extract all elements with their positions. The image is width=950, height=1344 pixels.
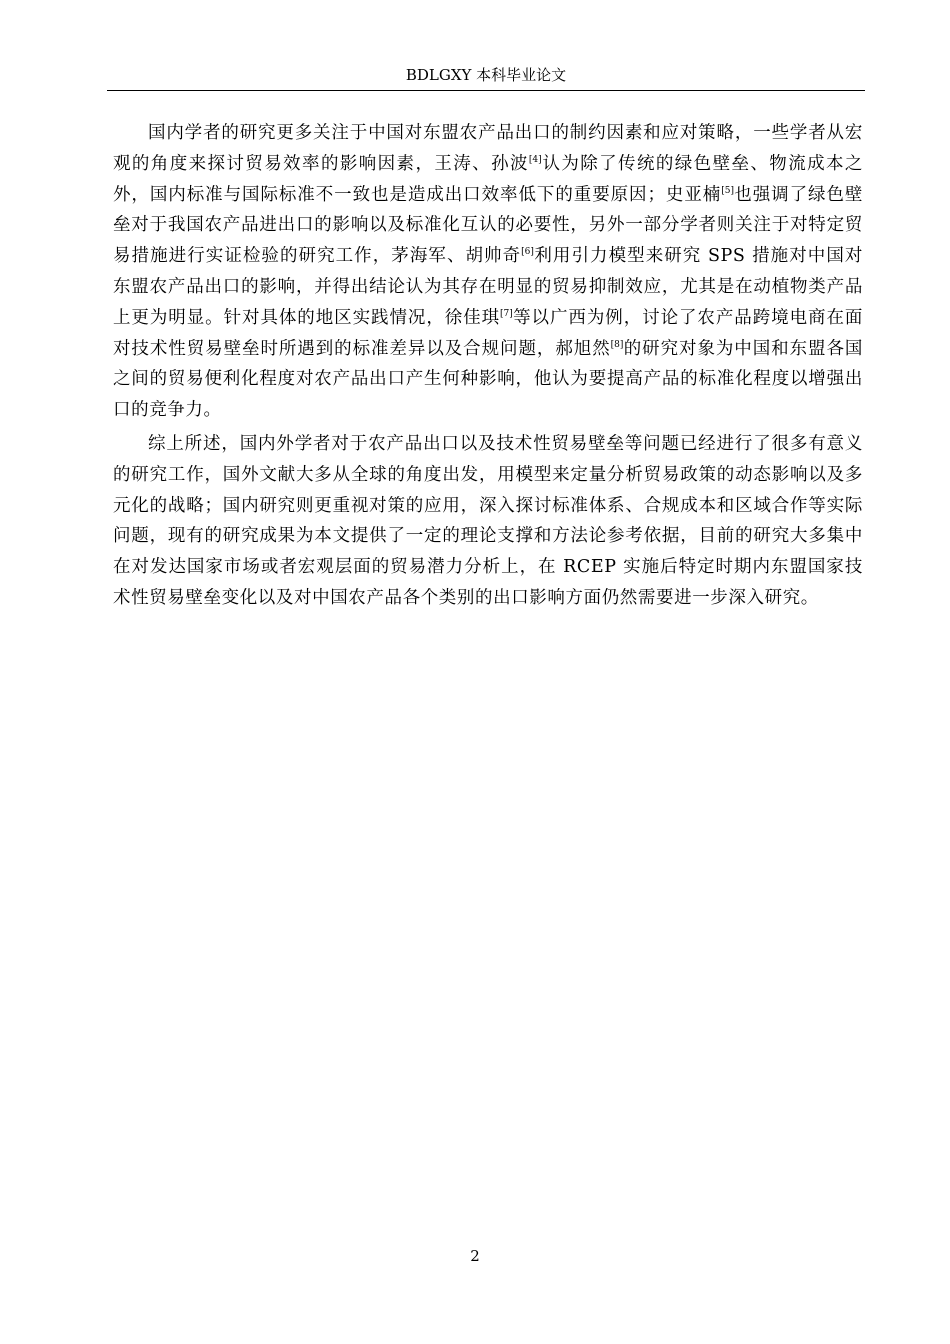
text-run: 等以广西为例，讨论了农产品跨境电商在面对技术性贸易壁垒时所遇到的标准差异以及合规问题，郝旭然 — [113, 307, 863, 359]
citation-6: [6] — [521, 247, 534, 258]
running-header: BDLGXY 本科毕业论文 — [405, 66, 567, 84]
text-run: 国内学者的研究更多关注于中国对东盟农产品出口的制约因素和应对策略，一些学者从宏观的角度来探讨贸易效率的影响因素，王涛、孙波 — [113, 123, 863, 174]
citation-8: [8] — [610, 339, 624, 350]
citation-5: [5] — [721, 185, 734, 196]
text-run: 的研究对象为中国和东盟各国之间的贸易便利化程度对农产品出口产生何种影响，他认为要提高产品的标准化程度以增强出口的竞争力。 — [113, 338, 863, 421]
header-rule — [107, 90, 865, 91]
text-run: 也强调了绿色壁垒对于我国农产品进出口的影响以及标准化互认的必要性，另外一部分学者则关注于对特定贸易措施进行实证检验的研究工作，茅海军、胡帅奇 — [113, 184, 863, 267]
paragraph-2 — [113, 429, 863, 614]
paragraph-1 — [113, 118, 863, 426]
text-run: 综上所述，国内外学者对于农产品出口以及技术性贸易壁垒等问题已经进行了很多有意义的研究工作，国外文献大多从全球的角度出发，用模型来定量分析贸易政策的动态影响以及多元化的战略；国内研究则更重视对策的应用，深入探讨标准体系、合规成本和区域合作等实际问题，现有的研究成果为本文提供了一定的理论支撑和方法论参考依据，目前的研究大多集中在对发达国家市场或者宏观层面的贸易潜力分析上，在 RCEP 实施后特定时期内东盟国家技术性贸易壁垒变化以及对中国农产品各个类别的出口影响方面仍然需要进一步深入研究。 — [113, 433, 863, 608]
citation-7: [7] — [500, 308, 513, 319]
citation-4: [4] — [528, 154, 542, 165]
body-text — [113, 118, 863, 617]
text-run: 认为除了传统的绿色壁垒、物流成本之外，国内标准与国际标准不一致也是造成出口效率低下的重要原因；史亚楠 — [113, 153, 864, 205]
text-run: 利用引力模型来研究 SPS 措施对中国对东盟农产品出口的影响，并得出结论认为其存在明显的贸易抑制效应，尤其是在动植物类产品上更为明显。针对具体的地区实践情况，徐佳琪 — [113, 246, 863, 328]
page-number: 2 — [470, 1247, 480, 1265]
